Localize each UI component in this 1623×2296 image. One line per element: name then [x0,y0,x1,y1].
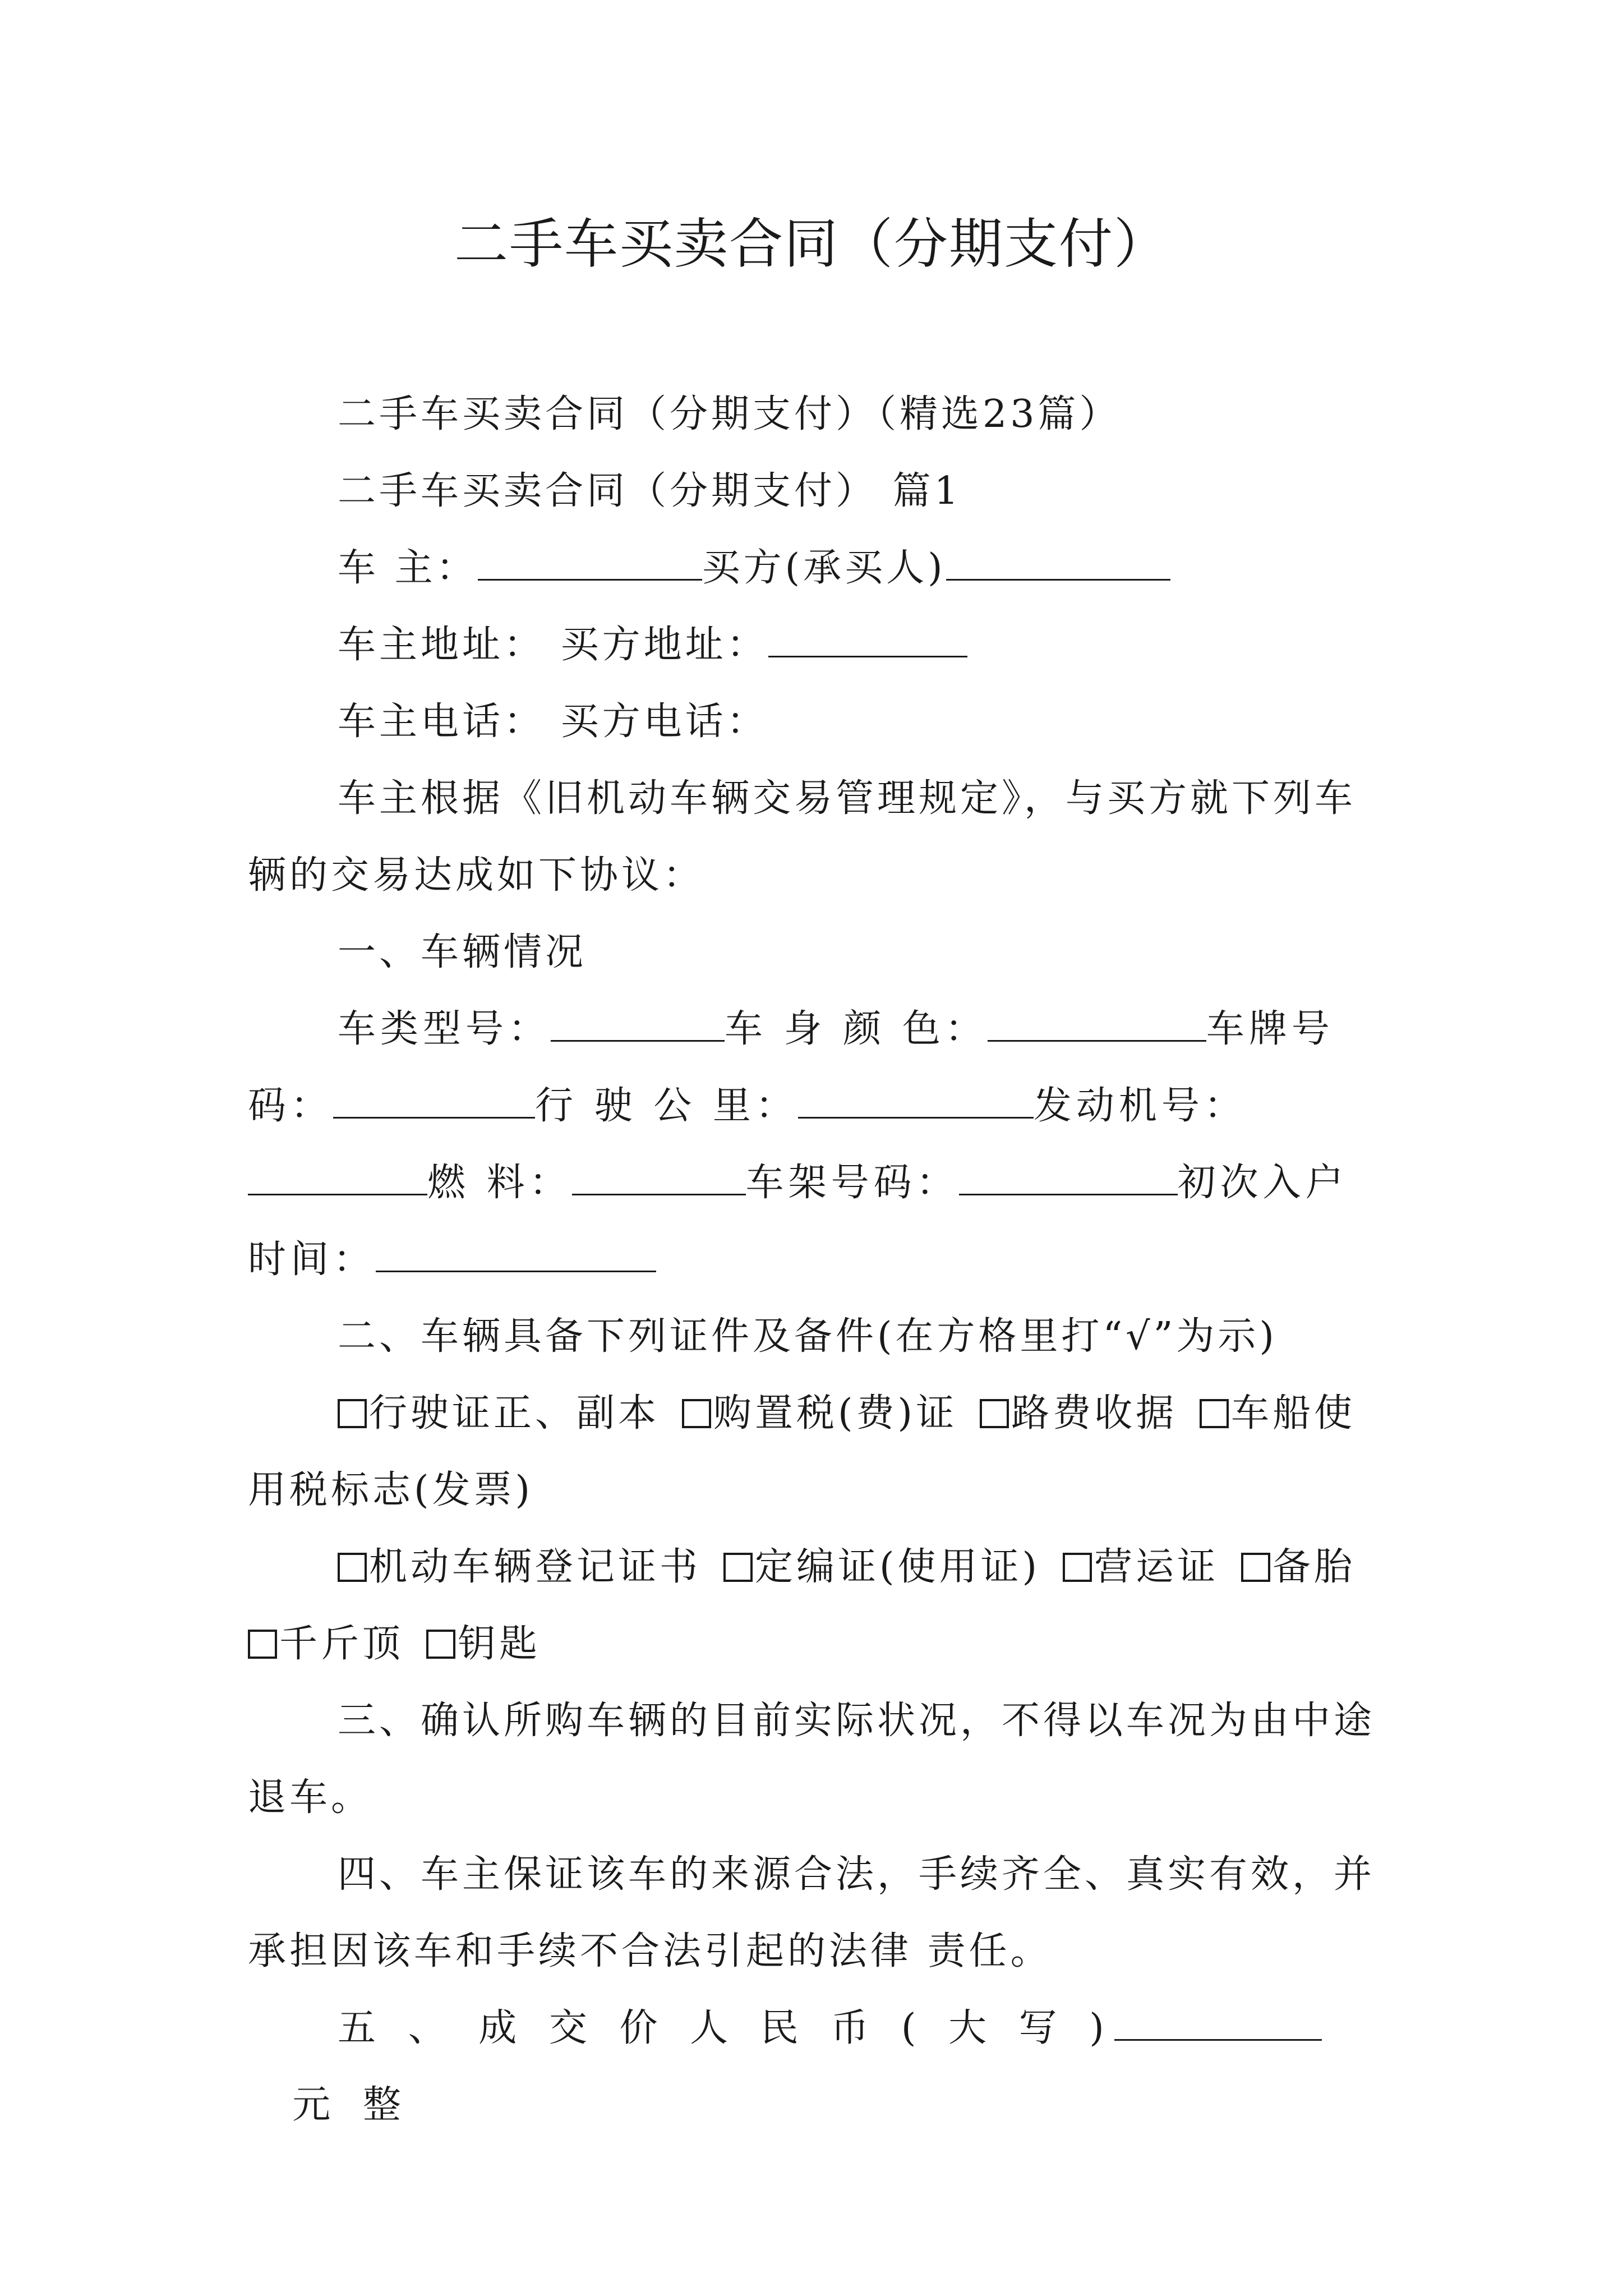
price-unit: 元 整 [292,2083,411,2127]
section-1-heading: 一、车辆情况 [338,930,587,974]
checklist-item: 定编证(使用证) [723,1545,1040,1589]
plate-label: 车牌号码： [248,1007,1334,1128]
section-3-paragraph: 三、确认所购车辆的目前实际状况，不得以车况为由中途退车。 [248,1699,1376,1820]
checkbox-icon[interactable] [1063,1553,1092,1582]
model-blank[interactable] [551,1007,725,1042]
intro-paragraph: 车主根据《旧机动车辆交易管理规定》，与买方就下列车辆的交易达成如下协议： [248,776,1357,898]
checklist-item: 备胎 [1241,1545,1355,1589]
checklist-item: 购置税(费)证 [682,1391,957,1435]
plate-blank[interactable] [333,1084,535,1119]
fuel-blank[interactable] [572,1161,746,1195]
checklist-item: 千斤顶 [248,1622,404,1666]
engine-blank[interactable] [248,1161,427,1195]
section-5-paragraph [248,1990,1386,2143]
buyer-blank[interactable] [946,546,1170,581]
checkbox-icon[interactable] [980,1399,1009,1428]
frame-blank[interactable] [959,1161,1178,1195]
mileage-label: 行 驶 公 里： [535,1084,798,1128]
checkbox-icon[interactable] [248,1630,277,1659]
checkbox-icon[interactable] [682,1399,711,1428]
first-reg-label: 初次入户时间： [248,1161,1348,1282]
checklist-1 [248,1375,1386,1529]
checklist-item: 钥匙 [426,1622,541,1666]
owner-address-label: 车主地址： [338,623,546,667]
color-label: 车 身 颜 色： [725,1007,988,1051]
article-heading: 二手车买卖合同（分期支付） 篇1 [338,469,962,513]
first-reg-blank[interactable] [376,1238,656,1272]
price-blank[interactable] [1114,2007,1322,2041]
buyer-address-blank[interactable] [768,623,967,657]
color-blank[interactable] [988,1007,1206,1042]
model-label: 车类型号： [338,1007,551,1051]
address-line [248,606,1386,683]
owner-label: 车 主： [338,546,478,590]
vehicle-info-paragraph [248,991,1386,1298]
owner-line [248,530,1386,606]
checklist-item: 营运证 [1063,1545,1219,1589]
engine-label: 发动机号： [1033,1084,1247,1128]
checklist-item: 车船使用税标志(发票) [248,1391,1356,1512]
mileage-blank[interactable] [798,1084,1034,1119]
checkbox-icon[interactable] [338,1553,367,1582]
checkbox-icon[interactable] [1241,1553,1270,1582]
document-body [248,376,1386,2143]
document-title: 二手车买卖合同（分期支付） [454,213,1169,275]
checklist-item: 机动车辆登记证书 [338,1545,701,1589]
checklist-item: 行驶证正、副本 [338,1391,660,1435]
owner-phone-label: 车主电话： [338,700,546,744]
buyer-address-label: 买方地址： [560,623,768,667]
checkbox-icon[interactable] [723,1553,753,1582]
checkbox-icon[interactable] [1200,1399,1229,1428]
checkbox-icon[interactable] [426,1630,455,1659]
phone-line [248,683,1386,760]
frame-label: 车架号码： [745,1161,959,1205]
section-2-heading: 二、车辆具备下列证件及备件(在方格里打“√”为示) [338,1314,1278,1359]
subtitle-line: 二手车买卖合同（分期支付）（精选23篇） [338,392,1121,436]
checklist-item: 路费收据 [980,1391,1177,1435]
fuel-label: 燃 料： [427,1161,572,1205]
checkbox-icon[interactable] [338,1399,367,1428]
buyer-phone-label: 买方电话： [560,700,768,744]
buyer-label: 买方(承买人) [702,546,946,590]
section-4-paragraph: 四、车主保证该车的来源合法，手续齐全、真实有效，并承担因该车和手续不合法引起的法律 责任。 [248,1852,1376,1973]
owner-blank[interactable] [478,546,702,581]
checklist-2 [248,1529,1386,1682]
price-label: 五 、 成 交 价 人 民 币 ( 大 写 ) [338,2006,1114,2050]
